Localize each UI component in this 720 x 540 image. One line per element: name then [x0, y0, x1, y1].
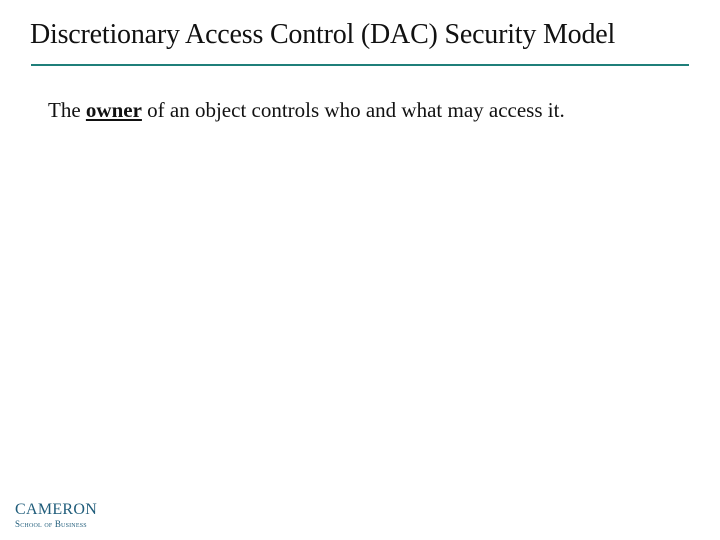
body-statement: [48, 96, 565, 124]
cameron-logo: [15, 502, 115, 529]
logo-subtitle: School of Business: [15, 519, 87, 529]
title-divider: [31, 64, 689, 66]
body-suffix: of an object controls who and what may access it.: [141, 98, 565, 122]
slide-title: Discretionary Access Control (DAC) Security Model: [30, 19, 616, 50]
body-prefix: The: [48, 98, 86, 122]
body-emphasis-owner: owner: [85, 98, 142, 122]
logo-name: CAMERON: [15, 501, 98, 518]
